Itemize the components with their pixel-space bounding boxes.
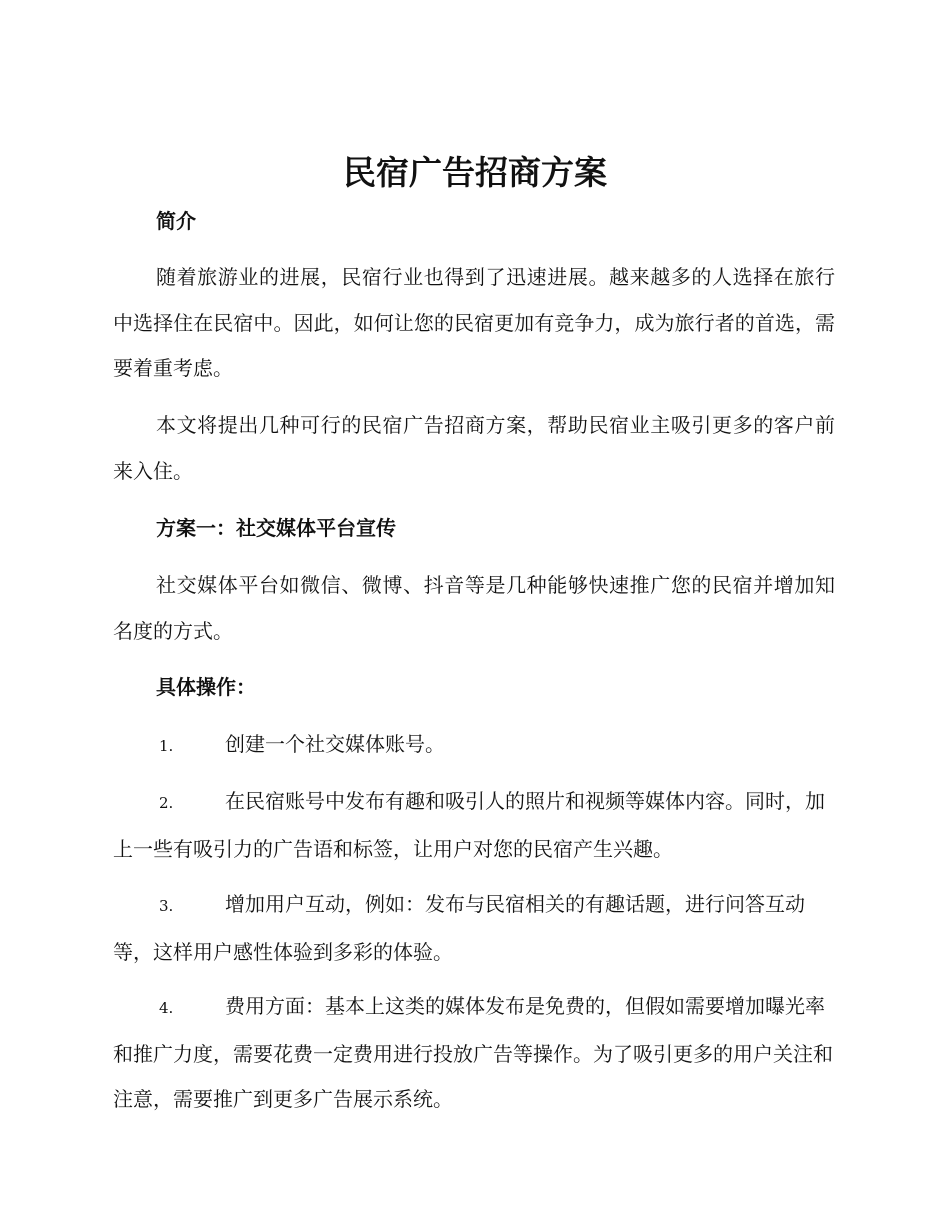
list-item: [113, 984, 835, 1123]
list-item: [113, 722, 835, 770]
list-item-number: 3.: [159, 897, 174, 915]
intro-paragraph-2: 本文将提出几种可行的民宿广告招商方案，帮助民宿业主吸引更多的客户前来入住。: [113, 413, 835, 483]
list-item: [113, 779, 835, 872]
document-title: 民宿广告招商方案: [343, 153, 607, 192]
list-item-text: 费用方面：基本上这类的媒体发布是免费的，但假如需要增加曝光率和推广力度，需要花费一定费用进行投放广告等操作。为了吸引更多的用户关注和注意，需要推广到更多广告展示系统。: [113, 994, 833, 1111]
list-item: [113, 882, 835, 975]
list-item-number: 2.: [159, 794, 174, 812]
plan1-paragraph: 社交媒体平台如微信、微博、抖音等是几种能够快速推广您的民宿并增加知名度的方式。: [113, 573, 835, 643]
list-item-text: 创建一个社交媒体账号。: [225, 732, 445, 756]
section-heading-intro: 简介: [156, 209, 196, 233]
list-item-number: 1.: [159, 737, 174, 755]
intro-paragraph-1: 随着旅游业的进展，民宿行业也得到了迅速进展。越来越多的人选择在旅行中选择住在民宿中。因此，如何让您的民宿更加有竞争力，成为旅行者的首选，需要着重考虑。: [113, 265, 835, 380]
section-heading-operations: 具体操作：: [156, 675, 256, 699]
list-item-number: 4.: [159, 999, 174, 1017]
section-heading-plan1: 方案一：社交媒体平台宣传: [156, 516, 396, 540]
list-item-text: 增加用户互动，例如：发布与民宿相关的有趣话题，进行问答互动等，这样用户感性体验到多彩的体验。: [113, 892, 805, 964]
list-item-text: 在民宿账号中发布有趣和吸引人的照片和视频等媒体内容。同时，加上一些有吸引力的广告语和标签，让用户对您的民宿产生兴趣。: [113, 789, 825, 861]
